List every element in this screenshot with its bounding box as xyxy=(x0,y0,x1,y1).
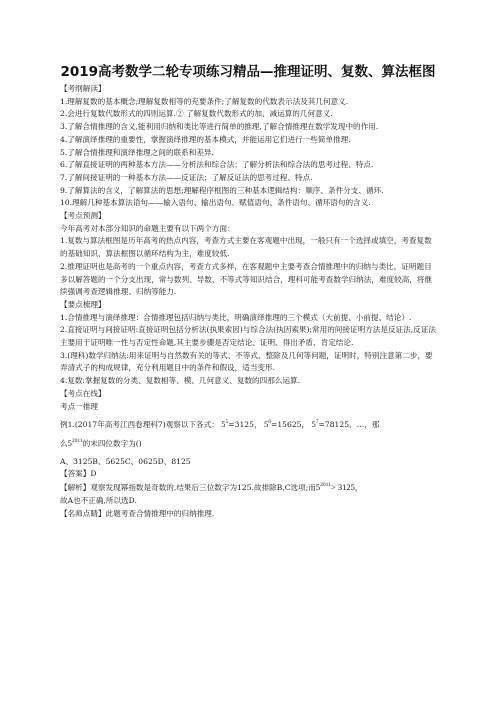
power-formula: $5^5$ xyxy=(221,419,229,430)
key-list xyxy=(60,312,436,388)
outline-item: 10.理解几种基本算法语句——输入语句、输出语句、赋值语句、条件语句、循环语句的含义. xyxy=(60,198,371,208)
power-value: =3125， xyxy=(228,420,262,430)
example-question xyxy=(60,418,436,432)
key-item: 3.(理科)数学归纳法:用来证明与自然数有关的等式、不等式、整除及几何等问题，证明时，特别注意第二步，要弄清式子的构成规律，充分利用题目中的条件和假设，适当变形. xyxy=(60,350,433,373)
power-formula: $5^6$ xyxy=(263,419,271,430)
power-formula: $5^{2011}$ xyxy=(315,482,331,493)
outline-item: 2.会进行复数代数形式的四则运算.② 了解复数代数形式的加、减运算的几何意义. xyxy=(60,109,333,119)
outline-heading: 【考纲解读】 xyxy=(60,84,106,93)
forecast-item: 2.推理证明也是高考的一个重点内容，考查方式多样，在客观题中主要考查合情推理中的归纳与类比，证明题目多以解答题的一个分支出现，常与数列、导数、不等式等知识结合，理科可能考查数学归纳法，难度较高，将继续强调考查逻辑推理、归纳等能力. xyxy=(60,261,433,297)
key-item: 1.合情推理与演绎推理：合情推理包括归纳与类比，明确演绎推理的三个模式（大前提、小前提、结论）. xyxy=(60,312,412,322)
document-page xyxy=(60,64,436,520)
forecast-list xyxy=(60,223,436,299)
example-question-cont: 么$5^{2011}$的末四位数字为() xyxy=(60,437,142,448)
outline-item: 9.了解算法的含义，了解算法的思想;理解程序框图的三种基本逻辑结构：顺序、条件分支、循环. xyxy=(60,185,384,195)
power-value: =15625， xyxy=(270,420,310,430)
example-prefix: 例1.(2017年高考江西卷理科7)观察以下各式： xyxy=(60,420,219,430)
example-answer: 【答案】D xyxy=(60,469,97,479)
key-heading: 【要点梳理】 xyxy=(60,299,106,309)
power-value: =78125，…，那 xyxy=(318,420,380,430)
outline-item: 7.了解间接证明的一种基本方法——反证法；了解反证法的思考过程、特点. xyxy=(60,172,313,182)
example-options: A、3125B、5625C、0625D、8125 xyxy=(60,456,191,466)
online-heading: 【考点在线】 xyxy=(60,388,106,398)
example-analysis: 【解析】观察发现幂指数是奇数的,结果后三位数字为125.故排除B,C选项;而$5^{2011}> 3125$， xyxy=(60,482,363,493)
example-analysis-cont: 故A也不正确,所以选D. xyxy=(60,495,137,505)
outline-item: 1.理解复数的基本概念;理解复数相等的充要条件;了解复数的代数表示法及其几何意义. xyxy=(60,96,349,106)
teacher-note: 【名师点睛】此题考查合情推理中的归纳推理. xyxy=(60,508,215,518)
key-item: 2.直接证明与间接证明:直接证明包括分析法(执果索因)与综合法(执因索果);常用的间接证明方法是反证法,反证法主要用于证明唯一性与否定性命题,其主要步骤是否定结论、证明、得出矛盾、肯定结论. xyxy=(60,325,436,348)
power-formula: $5^7$ xyxy=(311,419,319,430)
key-item: 4.复数:掌握复数的分类、复数相等、模、几何意义、复数的四那么运算. xyxy=(60,376,301,386)
outline-item: 4.了解演绎推理的重要性，掌握演绎推理的基本模式，并能运用它们进行一些简单推理. xyxy=(60,134,351,144)
forecast-item: 今年高考对本部分知识的命题主要有以下两个方面： xyxy=(60,223,235,233)
forecast-heading: 【考点预测】 xyxy=(60,211,106,221)
outline-item: 3.了解合情推理的含义,能利用归纳和类比等进行简单的推理,了解合情推理在数学发现中的作用. xyxy=(60,122,379,132)
outline-item: 5.了解合情推理和演绎推理之间的联系和差异. xyxy=(60,147,214,157)
topic-heading: 考点一推理 xyxy=(60,401,98,411)
page-title: 2019高考数学二轮专项练习精品—推理证明、复数、算法框图 xyxy=(60,64,436,80)
forecast-item: 1.复数与算法框图是历年高考的热点内容，考查方式主要在客观题中出现，一般只有一个选择或填空，考查复数的基础知识、算法框图以循环结构为主，难度较低. xyxy=(60,236,432,259)
outline-list xyxy=(60,96,436,210)
outline-item: 6.了解直接证明的两种基本方法——分析法和综合法；了解分析法和综合法的思考过程、特点. xyxy=(60,160,374,170)
power-formula: $5^{2011}$ xyxy=(67,437,83,448)
